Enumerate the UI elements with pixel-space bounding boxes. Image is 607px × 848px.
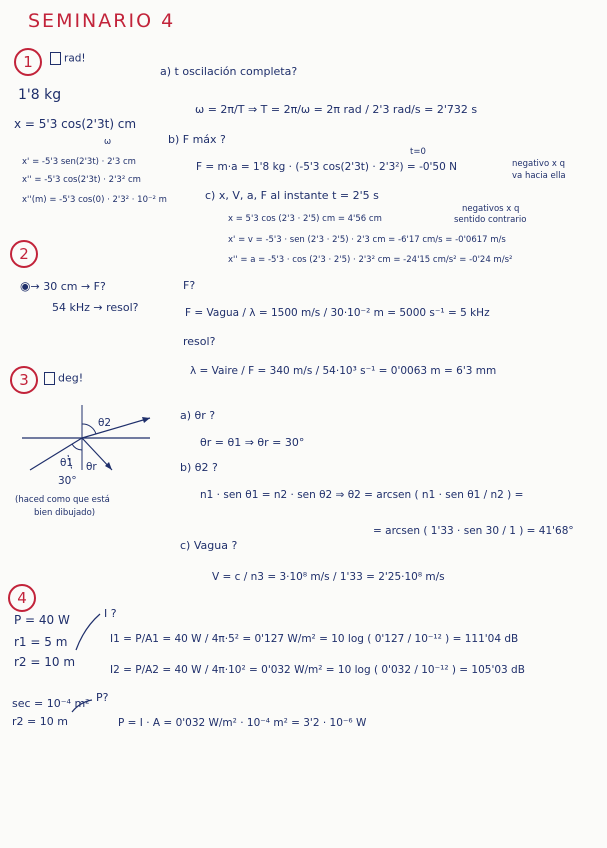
theta2-label: θ2 <box>98 417 112 429</box>
section-area: sec = 10⁻⁴ m² <box>12 697 90 710</box>
negative-note-1: negativo x q <box>512 159 565 169</box>
radius-1: r1 = 5 m <box>14 635 68 649</box>
velocity-derivative: x' = -5'3 sen(2'3t) · 2'3 cm <box>22 157 136 167</box>
section-2-given-2: 54 kHz → resol? <box>52 301 139 314</box>
question-2-resolution: resol? <box>183 335 216 348</box>
question-4-power: P? <box>96 691 109 704</box>
answer-4-power: P = I · A = 0'032 W/m² · 10⁻⁴ m² = 3'2 · 10⁻⁶ W <box>118 717 367 729</box>
question-1b: b) F máx ? <box>168 133 226 146</box>
omega-label: ω <box>104 137 112 147</box>
answer-1c-acceleration: x'' = a = -5'3 · cos (2'3 · 2'5) · 2'3² cm = -24'15 cm/s² = -0'24 m/s² <box>228 255 513 265</box>
page-title: SEMINARIO 4 <box>28 10 176 32</box>
section-4-number: 4 <box>8 584 36 612</box>
question-1c: c) x, V, a, F al instante t = 2'5 s <box>205 189 379 202</box>
answer-1b: F = m·a = 1'8 kg · (-5'3 cos(2'3t) · 2'3²) = -0'50 N <box>196 161 457 173</box>
answer-3c: V = c / n3 = 3·10⁸ m/s / 1'33 = 2'25·10⁸ m/s <box>212 571 445 583</box>
max-acceleration: x''(m) = -5'3 cos(0) · 2'3² · 10⁻² m <box>22 195 167 205</box>
diagram-caption-1: (haced como que está <box>15 495 110 505</box>
negative-note-2: va hacia ella <box>512 171 566 181</box>
section-1-note: rad! <box>50 52 86 65</box>
question-2-frequency: F? <box>183 279 196 292</box>
radius-2b: r2 = 10 m <box>12 715 68 728</box>
answer-1c-position: x = 5'3 cos (2'3 · 2'5) cm = 4'56 cm <box>228 214 382 224</box>
t-zero-note: t=0 <box>410 147 426 157</box>
answer-1a: ω = 2π/T ⇒ T = 2π/ω = 2π rad / 2'3 rad/s = 2'732 s <box>195 103 478 116</box>
answer-3b-line1: n1 · sen θ1 = n2 · sen θ2 ⇒ θ2 = arcsen ( n1 · sen θ1 / n2 ) = <box>200 489 524 501</box>
answer-1c-velocity: x' = v = -5'3 · sen (2'3 · 2'5) · 2'3 cm = -6'17 cm/s = -0'0617 m/s <box>228 235 506 245</box>
answer-2-frequency: F = Vagua / λ = 1500 m/s / 30·10⁻² m = 5000 s⁻¹ = 5 kHz <box>185 307 490 319</box>
section-1-number: 1 <box>14 48 42 76</box>
angle-label: 30° <box>58 475 77 487</box>
opposite-note-1: negativos x q <box>462 204 520 214</box>
opposite-note-2: sentido contrario <box>454 215 527 225</box>
answer-3b-line2: = arcsen ( 1'33 · sen 30 / 1 ) = 41'68° <box>373 525 574 537</box>
question-1a: a) t oscilación completa? <box>160 65 298 78</box>
question-3b: b) θ2 ? <box>180 461 218 474</box>
question-3c: c) Vagua ? <box>180 539 238 552</box>
section-3-number: 3 <box>10 366 38 394</box>
section-3-note: deg! <box>44 372 83 385</box>
power-value: P = 40 W <box>14 613 70 627</box>
question-3a: a) θr ? <box>180 409 216 422</box>
section-2-number: 2 <box>10 240 38 268</box>
answer-2-resolution: λ = Vaire / F = 340 m/s / 54·10³ s⁻¹ = 0'0063 m = 6'3 mm <box>190 365 497 377</box>
question-4-intensity: I ? <box>104 607 117 620</box>
intensity-2: I2 = P/A2 = 40 W / 4π·10² = 0'032 W/m² = 10 log ( 0'032 / 10⁻¹² ) = 105'03 dB <box>110 664 525 676</box>
answer-3a: θr = θ1 ⇒ θr = 30° <box>200 436 305 449</box>
mass-value: 1'8 kg <box>18 87 62 103</box>
intensity-1: I1 = P/A1 = 40 W / 4π·5² = 0'127 W/m² = 10 log ( 0'127 / 10⁻¹² ) = 111'04 dB <box>110 633 519 645</box>
thetar-label: θr <box>86 461 97 473</box>
radius-2: r2 = 10 m <box>14 655 76 669</box>
acceleration-derivative: x'' = -5'3 cos(2'3t) · 2'3² cm <box>22 175 141 185</box>
section-2-given-1: ◉→ 30 cm → F? <box>20 279 106 293</box>
diagram-caption-2: bien dibujado) <box>34 508 96 518</box>
motion-equation: x = 5'3 cos(2'3t) cm <box>14 117 137 131</box>
theta1-label: θ1 <box>60 457 74 469</box>
eye-icon: ◉ <box>20 279 31 293</box>
